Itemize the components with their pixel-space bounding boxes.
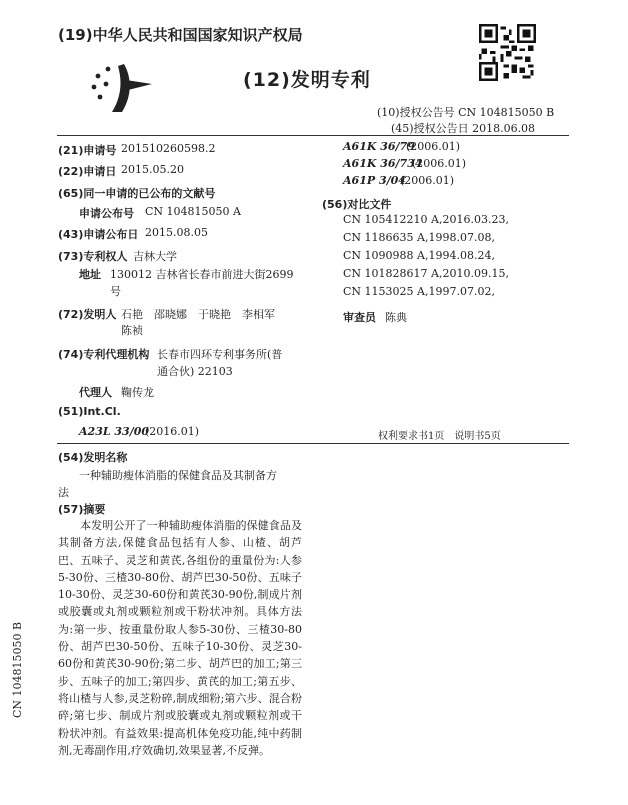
- invention-name-line1: 一种辅助瘦体消脂的保健食品及其制备方: [79, 469, 277, 482]
- side-number: [6, 622, 25, 718]
- inventors-label: (72)发明人: [58, 308, 117, 321]
- agency-label: (74)专利代理机构: [58, 348, 150, 361]
- office-name: (19)中华人民共和国国家知识产权局: [58, 26, 303, 44]
- agent-label: 代理人: [79, 386, 112, 399]
- pages-note: 权利要求书1页 说明书5页: [378, 431, 501, 442]
- header-divider: [57, 135, 569, 136]
- examiner-value: 陈典: [385, 311, 407, 324]
- abstract-label: (57)摘要: [58, 503, 106, 516]
- grant-date: (45)授权公告日 2018.06.08: [391, 122, 536, 135]
- ipc-code-1: A61K 36/79: [343, 140, 415, 153]
- logo-swoosh: [112, 64, 130, 112]
- abstract-text: 本发明公开了一种辅助瘦体消脂的保健食品及其制备方法,保健食品包括有人参、山楂、胡芦巴、五味子、灵芝和黄芪,各组份的重量份为:人参5-30份、三楂30-80份、胡芦巴30-50份、五味子10-30份、灵芝30-60份和黄芪30-90份,制成片剂或胶囊或丸剂或颗粒剂或干粉状冲剂。具体方法为:第一步、按重量份取人参5-30份、三楂30-80份、胡芦巴30-50份、五味子10-30份、灵芝30-60份和黄芪30-90份;第二步、胡芦巴的加工;第三步、五味子的加工;第四步、黄芪的加工;第五步、将山楂与人参,灵芝粉碎,制成细粉;第六步、混合粉碎;第七步、制成片剂或胶囊或丸剂或颗粒剂或干粉状冲剂。有益效果:提高机体免疫功能,纯中药制剂,无毒副作用,疗效确切,效果显著,不反弹。: [58, 519, 302, 757]
- inventors-line2: 陈祯: [121, 324, 143, 337]
- agent-value: 鞠传龙: [121, 386, 154, 399]
- inventors-line1: 石艳 邵晓娜 于晓艳 李相军: [121, 308, 275, 321]
- intcl-label: (51)Int.Cl.: [58, 405, 121, 418]
- address-label: 地址: [79, 268, 101, 281]
- app-no-value: 201510260598.2: [121, 142, 216, 155]
- grant-number: (10)授权公告号 CN 104815050 B: [377, 106, 555, 119]
- intcl-code: A23L 33/00: [79, 425, 150, 438]
- logo-wing: [126, 80, 152, 90]
- address-value: 130012 吉林省长春市前进大街2699: [110, 268, 294, 281]
- ref-item: CN 1186635 A,1998.07.08,: [343, 231, 495, 244]
- logo-dot: [92, 85, 97, 90]
- invention-name-line2: 法: [58, 486, 69, 499]
- patentee-value: 吉林大学: [133, 250, 177, 263]
- agency-line2: 通合伙) 22103: [157, 365, 233, 378]
- ipc-date-1: (2006.01): [406, 140, 461, 153]
- ipc-date-2: (2006.01): [412, 157, 467, 170]
- ref-item: CN 105412210 A,2016.03.23,: [343, 213, 509, 226]
- logo-dot: [106, 67, 111, 72]
- ipc-code-3: A61P 3/04: [343, 174, 406, 187]
- ref-item: CN 101828617 A,2010.09.15,: [343, 267, 509, 280]
- ref-item: CN 1153025 A,1997.07.02,: [343, 285, 495, 298]
- pub-no-value: CN 104815050 A: [145, 205, 241, 218]
- section-divider: [57, 443, 569, 444]
- address-cont: 号: [110, 285, 121, 298]
- app-date-value: 2015.05.20: [121, 163, 184, 176]
- qr-code: [479, 24, 536, 81]
- ipc-date-3: (2006.01): [400, 174, 455, 187]
- prior-pub-label: (65)同一申请的已公布的文献号: [58, 187, 216, 200]
- agency-line1: 长春市四环专利事务所(普: [157, 348, 283, 361]
- patentee-label: (73)专利权人: [58, 250, 128, 263]
- ipc-code-2: A61K 36/734: [343, 157, 423, 170]
- pub-no-label: 申请公布号: [79, 207, 134, 220]
- invention-name-label: (54)发明名称: [58, 451, 128, 464]
- examiner-label: 审查员: [343, 311, 376, 324]
- refs-label: (56)对比文件: [322, 198, 392, 211]
- intcl-date: (2016.01): [145, 425, 200, 438]
- pub-date-label: (43)申请公布日: [58, 228, 139, 241]
- logo-dot: [98, 95, 103, 100]
- side-number-text: CN 104815050 B: [11, 621, 24, 718]
- document-type: (12)发明专利: [243, 69, 371, 91]
- pub-date-value: 2015.08.05: [145, 226, 208, 239]
- ref-item: CN 1090988 A,1994.08.24,: [343, 249, 495, 262]
- logo-dot: [104, 82, 109, 87]
- app-no-label: (21)申请号: [58, 144, 117, 157]
- logo-dot: [96, 74, 101, 79]
- cnipa-logo: [88, 60, 156, 116]
- app-date-label: (22)申请日: [58, 165, 117, 178]
